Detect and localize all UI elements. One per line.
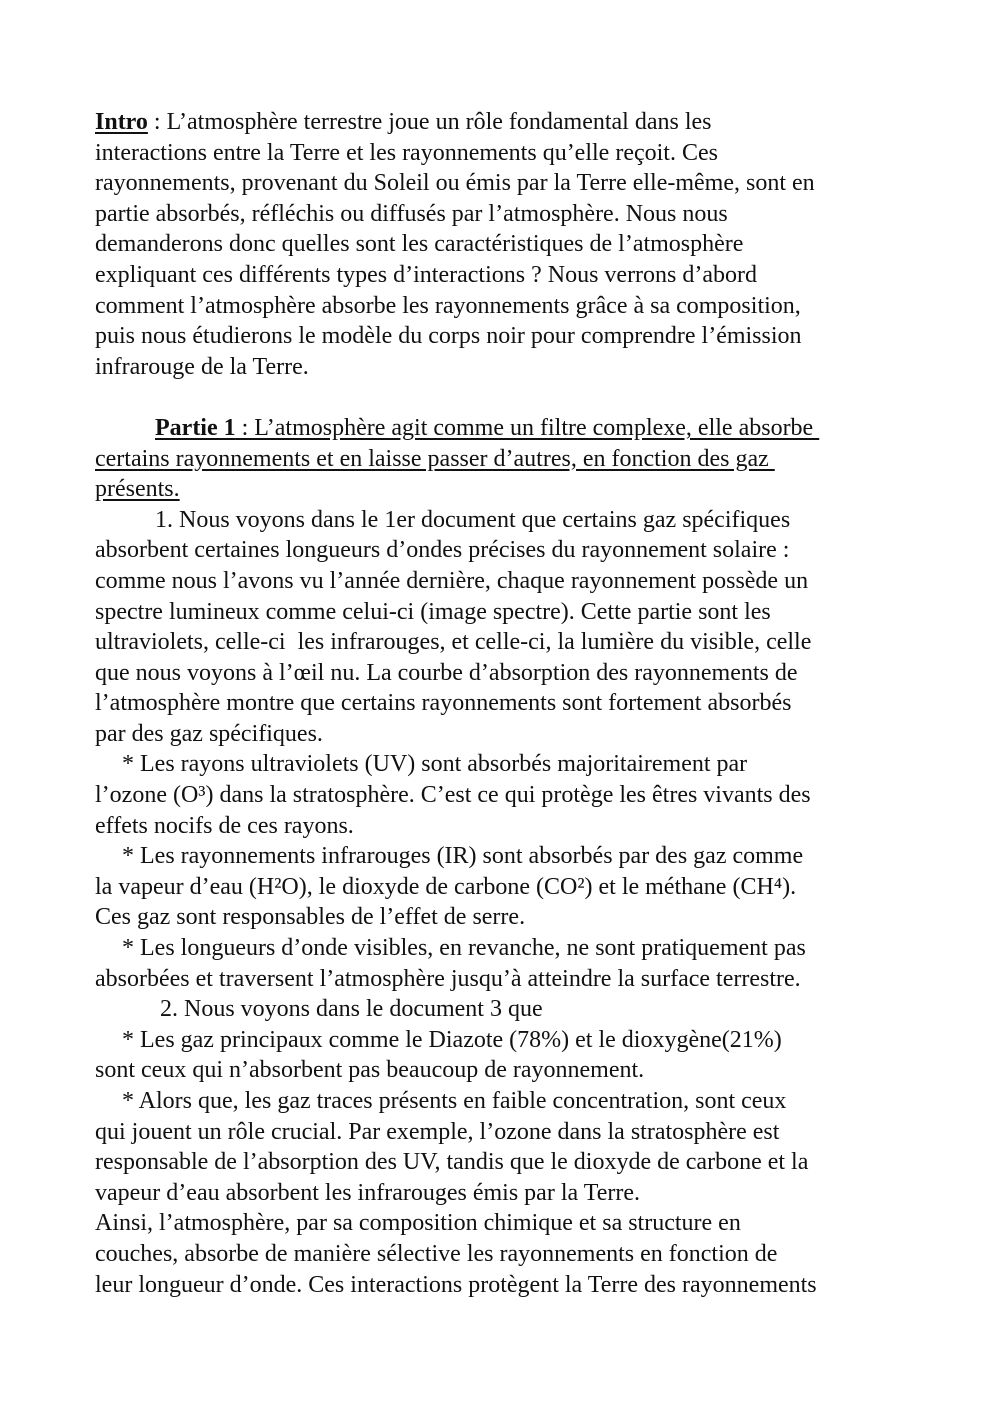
- body-line: sont ceux qui n’absorbent pas beaucoup de rayonnement.: [95, 1057, 645, 1084]
- body-line: Ainsi, l’atmosphère, par sa composition chimique et sa structure en: [95, 1210, 741, 1237]
- body-line: couches, absorbe de manière sélective les rayonnements en fonction de: [95, 1240, 778, 1267]
- body-line: qui jouent un rôle crucial. Par exemple, l’ozone dans la stratosphère est: [95, 1118, 780, 1145]
- intro-label: Intro: [95, 109, 148, 135]
- intro-line: demanderons donc quelles sont les caractéristiques de l’atmosphère: [95, 231, 744, 258]
- bullet-line: * Les gaz principaux comme le Diazote (78%) et le dioxygène(21%): [122, 1026, 782, 1053]
- heading-text: : L’atmosphère agit comme un filtre complexe, elle absorbe: [235, 414, 820, 441]
- body-line: absorbées et traversent l’atmosphère jusqu’à atteindre la surface terrestre.: [95, 965, 801, 992]
- blank-line: [95, 382, 915, 413]
- body-line: que nous voyons à l’œil nu. La courbe d’absorption des rayonnements de: [95, 659, 798, 686]
- body-line: l’atmosphère montre que certains rayonnements sont fortement absorbés: [95, 690, 792, 717]
- body-line: vapeur d’eau absorbent les infrarouges émis par la Terre.: [95, 1179, 640, 1206]
- document-page: [95, 107, 915, 1300]
- partie1-heading: [95, 413, 915, 444]
- intro-line: expliquant ces différents types d’interactions ? Nous verrons d’abord: [95, 261, 758, 288]
- body-line: l’ozone (O³) dans la stratosphère. C’est ce qui protège les êtres vivants des: [95, 782, 811, 809]
- body-line: comme nous l’avons vu l’année dernière, chaque rayonnement possède un: [95, 567, 809, 594]
- intro-line: infrarouge de la Terre.: [95, 353, 309, 380]
- body-line: 1. Nous voyons dans le 1er document que certains gaz spécifiques: [155, 506, 791, 533]
- body-line: leur longueur d’onde. Ces interactions protègent la Terre des rayonnements: [95, 1271, 817, 1298]
- body-line: 2. Nous voyons dans le document 3 que: [160, 996, 543, 1023]
- intro-text: : L’atmosphère terrestre joue un rôle fondamental dans les: [147, 109, 712, 135]
- partie1-heading: présents.: [95, 476, 180, 503]
- intro-line: puis nous étudierons le modèle du corps noir pour comprendre l’émission: [95, 323, 802, 350]
- body-line: ultraviolets, celle-ci les infrarouges, et celle-ci, la lumière du visible, celle: [95, 629, 812, 656]
- body-line: absorbent certaines longueurs d’ondes précises du rayonnement solaire :: [95, 537, 790, 564]
- partie1-heading: certains rayonnements et en laisse passer d’autres, en fonction des gaz: [95, 445, 775, 472]
- bullet-line: * Les longueurs d’onde visibles, en revanche, ne sont pratiquement pas: [122, 935, 806, 962]
- bullet-line: * Alors que, les gaz traces présents en faible concentration, sont ceux: [122, 1088, 787, 1114]
- partie1-label: Partie 1: [155, 414, 236, 441]
- body-line: la vapeur d’eau (H²O), le dioxyde de carbone (CO²) et le méthane (CH⁴).: [95, 873, 797, 900]
- bullet-line: * Les rayonnements infrarouges (IR) sont absorbés par des gaz comme: [122, 843, 804, 870]
- body-line: effets nocifs de ces rayons.: [95, 812, 354, 839]
- intro-line: partie absorbés, réfléchis ou diffusés par l’atmosphère. Nous nous: [95, 200, 728, 227]
- body-line: responsable de l’absorption des UV, tandis que le dioxyde de carbone et la: [95, 1149, 809, 1176]
- body-line: Ces gaz sont responsables de l’effet de serre.: [95, 904, 526, 931]
- intro-line: interactions entre la Terre et les rayonnements qu’elle reçoit. Ces: [95, 139, 718, 166]
- bullet-line: * Les rayons ultraviolets (UV) sont absorbés majoritairement par: [122, 751, 748, 778]
- body-line: par des gaz spécifiques.: [95, 720, 323, 747]
- intro-line: [95, 107, 915, 138]
- intro-line: comment l’atmosphère absorbe les rayonnements grâce à sa composition,: [95, 292, 801, 319]
- body-line: spectre lumineux comme celui-ci (image spectre). Cette partie sont les: [95, 598, 771, 625]
- intro-line: rayonnements, provenant du Soleil ou émis par la Terre elle-même, sont en: [95, 170, 815, 197]
